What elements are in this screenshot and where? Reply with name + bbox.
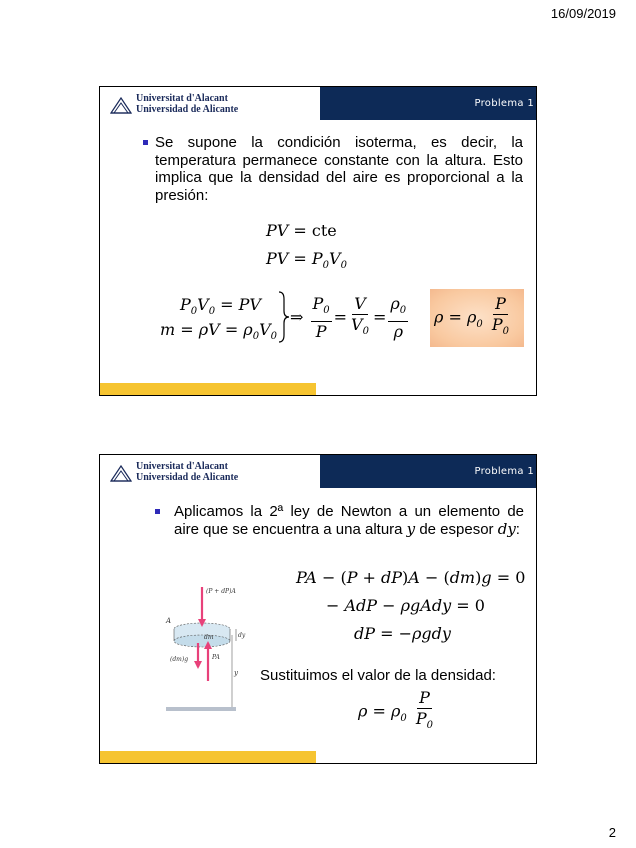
bullet-text-post: : <box>515 520 520 538</box>
bullet-text <box>174 503 524 538</box>
label-top-force: (P + dP)A <box>206 588 236 595</box>
slide-title: Problema 1 <box>474 466 534 477</box>
equation-pv-p0v0: PV = $P_0V_0$ <box>266 249 347 272</box>
university-name-line1: Universitat d'Alacant <box>136 461 228 472</box>
equation-newton: PA − (P + dP)A − (dm)g = 0 <box>296 568 526 587</box>
equation-pv-cte: PV = cte <box>266 221 337 240</box>
footer-bar <box>100 751 316 763</box>
slide-2 <box>99 454 537 764</box>
equation-p0v0-pv: $P_0V_0$ = PV <box>180 295 261 318</box>
bullet-var-dy: dy <box>497 519 516 538</box>
university-logo <box>110 461 310 485</box>
footer-bar <box>100 383 316 395</box>
university-name-line1: Universitat d'Alacant <box>136 93 228 104</box>
bullet-text: Se supone la condición isoterma, es decir, la temperatura permanece constante con la altura. Esto implica que la densidad del aire es proporcional a la presión: <box>155 134 523 204</box>
university-name-line2: Universidad de Alicante <box>136 472 239 483</box>
slide-1 <box>99 86 537 396</box>
bullet-text-mid: de espesor <box>415 520 498 538</box>
university-emblem-icon <box>110 95 132 115</box>
equation-mass: $m = \rho V = \rho_0V_0$ <box>160 320 278 343</box>
label-thickness: dy <box>238 632 246 639</box>
label-area: A <box>166 617 172 625</box>
equation-density: $\rho = \rho_0$ $\frac{P}{P_0}$ <box>358 688 434 732</box>
header-bar <box>320 455 537 488</box>
university-name-line2: Universidad de Alicante <box>136 104 239 115</box>
slide-header <box>100 455 536 489</box>
air-element-diagram <box>162 577 252 717</box>
page-number: 2 <box>608 825 616 840</box>
right-brace-icon <box>278 291 290 343</box>
university-emblem-icon <box>110 463 132 483</box>
equation-dp: dP = −ρgdy <box>354 624 451 643</box>
university-logo <box>110 93 310 117</box>
page-date: 16/09/2019 <box>550 6 616 21</box>
equation-density-result: $\rho = \rho_0$ $\frac{P}{P_0}$ <box>434 294 510 338</box>
caption-substitute: Sustituimos el valor de la densidad: <box>260 667 496 684</box>
label-element: dm <box>204 634 214 641</box>
label-height: y <box>234 669 238 677</box>
equation-simplified: − AdP − ρgAdy = 0 <box>326 596 485 615</box>
header-bar <box>320 87 537 120</box>
slide-title: Problema 1 <box>474 98 534 109</box>
label-bottom-force: PA <box>212 654 220 661</box>
bullet-text-pre: Aplicamos la 2ª ley de Newton a un elemento de aire que se encuentra a una altura <box>174 503 524 538</box>
equation-ratios: ⇒ $\frac{P_0}{P}$ = $\frac{V}{V_0}$ = $\frac{\rho_0}{\rho}$ <box>290 294 407 342</box>
bullet-var-y: y <box>406 519 416 538</box>
slide-header <box>100 87 536 121</box>
university-name <box>136 93 238 115</box>
university-name <box>136 461 238 483</box>
label-weight: (dm)g <box>170 656 189 663</box>
